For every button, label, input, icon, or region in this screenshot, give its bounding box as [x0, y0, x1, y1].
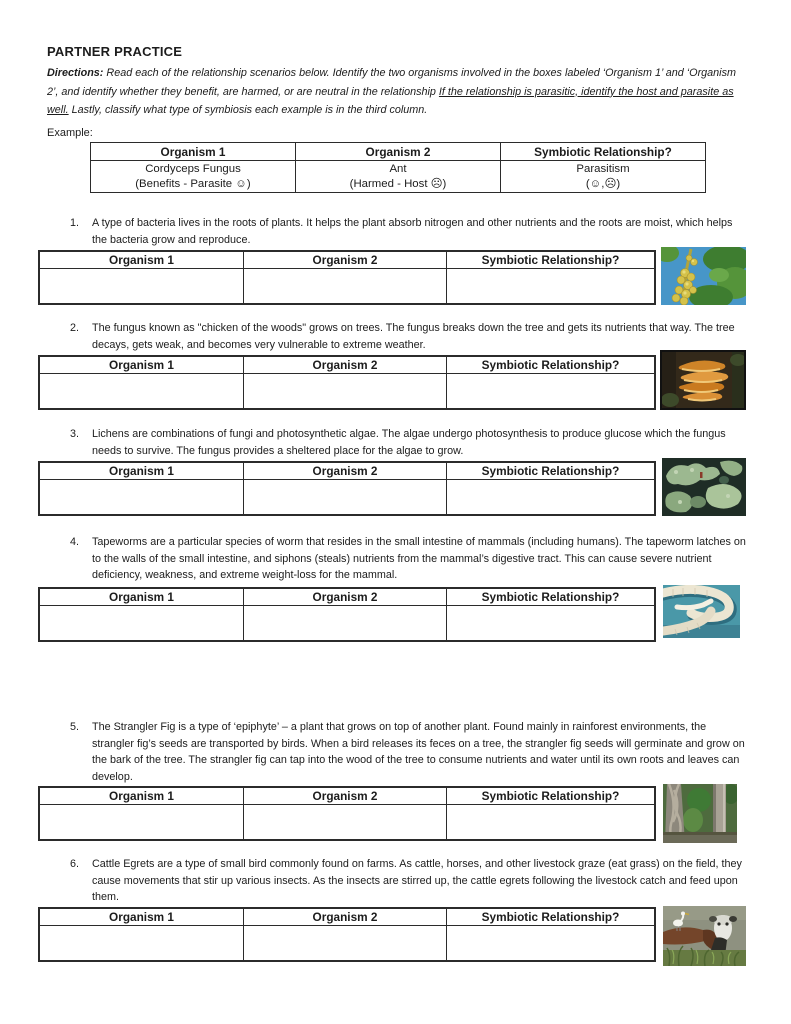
answer-table-3: [38, 461, 656, 516]
header-organism1: Organism 1: [39, 462, 244, 480]
organism2-answer-cell: [244, 926, 447, 962]
item-text: The Strangler Fig is a type of ‘epiphyte’ – a plant that grows on top of another plant. Found mainly in rainforest environments, the strangler fig’s seeds are transported by birds. When a bird releases its feces on a tree, the strangler fig seeds will germinate and grow on the bark of the tree. The strangler fig can tap into the wood of the tree to consume nutrients and water until its own roots and leaves can develop.: [92, 721, 745, 783]
header-organism2: Organism 2: [244, 462, 447, 480]
relationship-answer-cell: [447, 606, 656, 642]
header-relationship: Symbiotic Relationship?: [447, 787, 656, 805]
example-organism2-role: (Harmed - Host ☹): [349, 177, 447, 190]
scenario-item-2: [38, 320, 748, 415]
header-organism2: Organism 2: [244, 908, 447, 926]
relationship-answer-cell: [447, 269, 656, 305]
header-organism1: Organism 1: [39, 787, 244, 805]
strangler-fig-photo: [663, 784, 737, 843]
answer-table-1: [38, 250, 656, 305]
answer-table-4: [38, 587, 656, 642]
organism1-answer-cell: [39, 805, 244, 841]
example-header-organism1: Organism 1: [91, 143, 296, 161]
cattle-egret-photo: [663, 906, 746, 966]
organism1-answer-cell: [39, 374, 244, 410]
header-relationship: Symbiotic Relationship?: [447, 588, 656, 606]
scenario-item-3: [38, 426, 748, 521]
root-nodules-photo: [661, 247, 746, 305]
item-number: 1.: [70, 217, 80, 229]
organism2-answer-cell: [244, 805, 447, 841]
header-relationship: Symbiotic Relationship?: [447, 356, 656, 374]
organism1-answer-cell: [39, 480, 244, 516]
header-organism1: Organism 1: [39, 908, 244, 926]
header-organism1: Organism 1: [39, 588, 244, 606]
answer-table-5: [38, 786, 656, 841]
header-organism2: Organism 2: [244, 787, 447, 805]
example-organism2-name: Ant: [389, 163, 407, 175]
organism2-answer-cell: [244, 269, 447, 305]
answer-table-6: [38, 907, 656, 962]
example-relationship-detail: (☺,☹): [585, 177, 621, 190]
example-label: Example:: [47, 127, 93, 139]
header-organism2: Organism 2: [244, 356, 447, 374]
example-table: [90, 142, 706, 193]
organism1-answer-cell: [39, 269, 244, 305]
organism2-answer-cell: [244, 480, 447, 516]
example-organism2-cell: [296, 161, 501, 193]
relationship-answer-cell: [447, 926, 656, 962]
item-text: Cattle Egrets are a type of small bird commonly found on farms. As cattle, horses, and other livestock graze (eat grass) on the field, they cause movements that stir up various insects. As the insects are stirred up, the cattle egrets following the livestock catch and feed upon them.: [92, 858, 742, 904]
relationship-answer-cell: [447, 805, 656, 841]
directions-paragraph: [47, 64, 748, 121]
answer-table-2: [38, 355, 656, 410]
header-organism2: Organism 2: [244, 251, 447, 269]
example-organism1-cell: [91, 161, 296, 193]
scenario-item-1: [38, 215, 748, 310]
relationship-answer-cell: [447, 374, 656, 410]
header-relationship: Symbiotic Relationship?: [447, 462, 656, 480]
item-number: 6.: [70, 858, 80, 870]
example-header-organism2: Organism 2: [296, 143, 501, 161]
tapeworm-photo: [663, 585, 740, 638]
chicken-of-the-woods-photo: [662, 352, 744, 408]
example-header-relationship: Symbiotic Relationship?: [501, 143, 706, 161]
directions-text-1: Read each of the relationship scenarios below. Identify the two organisms involved in the boxes labeled ‘Organism 1’ and ‘Organism 2’, and identify whether they benefit, are harmed, or are neutral in the relationship: [47, 67, 736, 98]
relationship-answer-cell: [447, 480, 656, 516]
example-relationship-name: Parasitism: [576, 163, 630, 175]
organism2-answer-cell: [244, 606, 447, 642]
directions-underlined-text: If the relationship is parasitic, identify the host and parasite as well.: [47, 85, 734, 117]
scenario-item-5: [38, 719, 748, 847]
directions-text-2: Lastly, classify what type of symbiosis each example is in the third column.: [68, 104, 428, 117]
example-relationship-cell: [501, 161, 706, 193]
organism2-answer-cell: [244, 374, 447, 410]
example-organism1-name: Cordyceps Fungus: [145, 163, 241, 175]
organism1-answer-cell: [39, 926, 244, 962]
header-organism1: Organism 1: [39, 251, 244, 269]
header-relationship: Symbiotic Relationship?: [447, 908, 656, 926]
header-organism2: Organism 2: [244, 588, 447, 606]
item-number: 2.: [70, 322, 80, 334]
item-text: Tapeworms are a particular species of worm that resides in the small intestine of mammals (including humans). The tapeworm latches on to the walls of the small intestine, and siphons (steals) nutrients from the mammal’s digestive tract. This can cause severe nutrient deficiency, weakness, and extreme weight-loss for the mammal.: [92, 536, 746, 582]
directions-label: Directions:: [47, 67, 104, 79]
lichen-photo: [662, 458, 746, 516]
item-number: 3.: [70, 428, 80, 440]
header-relationship: Symbiotic Relationship?: [447, 251, 656, 269]
scenario-item-6: [38, 856, 748, 971]
item-text: The fungus known as "chicken of the woods" grows on trees. The fungus breaks down the tree and gets its nutrients that way. The tree decays, gets weak, and becomes very vulnerable to extreme weather.: [92, 322, 735, 351]
item-text: Lichens are combinations of fungi and photosynthetic algae. The algae undergo photosynthesis to produce glucose which the fungus needs to survive. The fungus provides a sheltered place for the algae to grow.: [92, 428, 726, 457]
organism1-answer-cell: [39, 606, 244, 642]
header-organism1: Organism 1: [39, 356, 244, 374]
page-title: PARTNER PRACTICE: [47, 44, 183, 59]
item-number: 4.: [70, 536, 80, 548]
scenario-item-4: [38, 534, 748, 646]
example-organism1-role: (Benefits - Parasite ☺): [135, 177, 251, 190]
item-number: 5.: [70, 721, 80, 733]
item-text: A type of bacteria lives in the roots of plants. It helps the plant absorb nitrogen and other nutrients and the roots are moist, which helps the bacteria grow and reproduce.: [92, 217, 733, 246]
